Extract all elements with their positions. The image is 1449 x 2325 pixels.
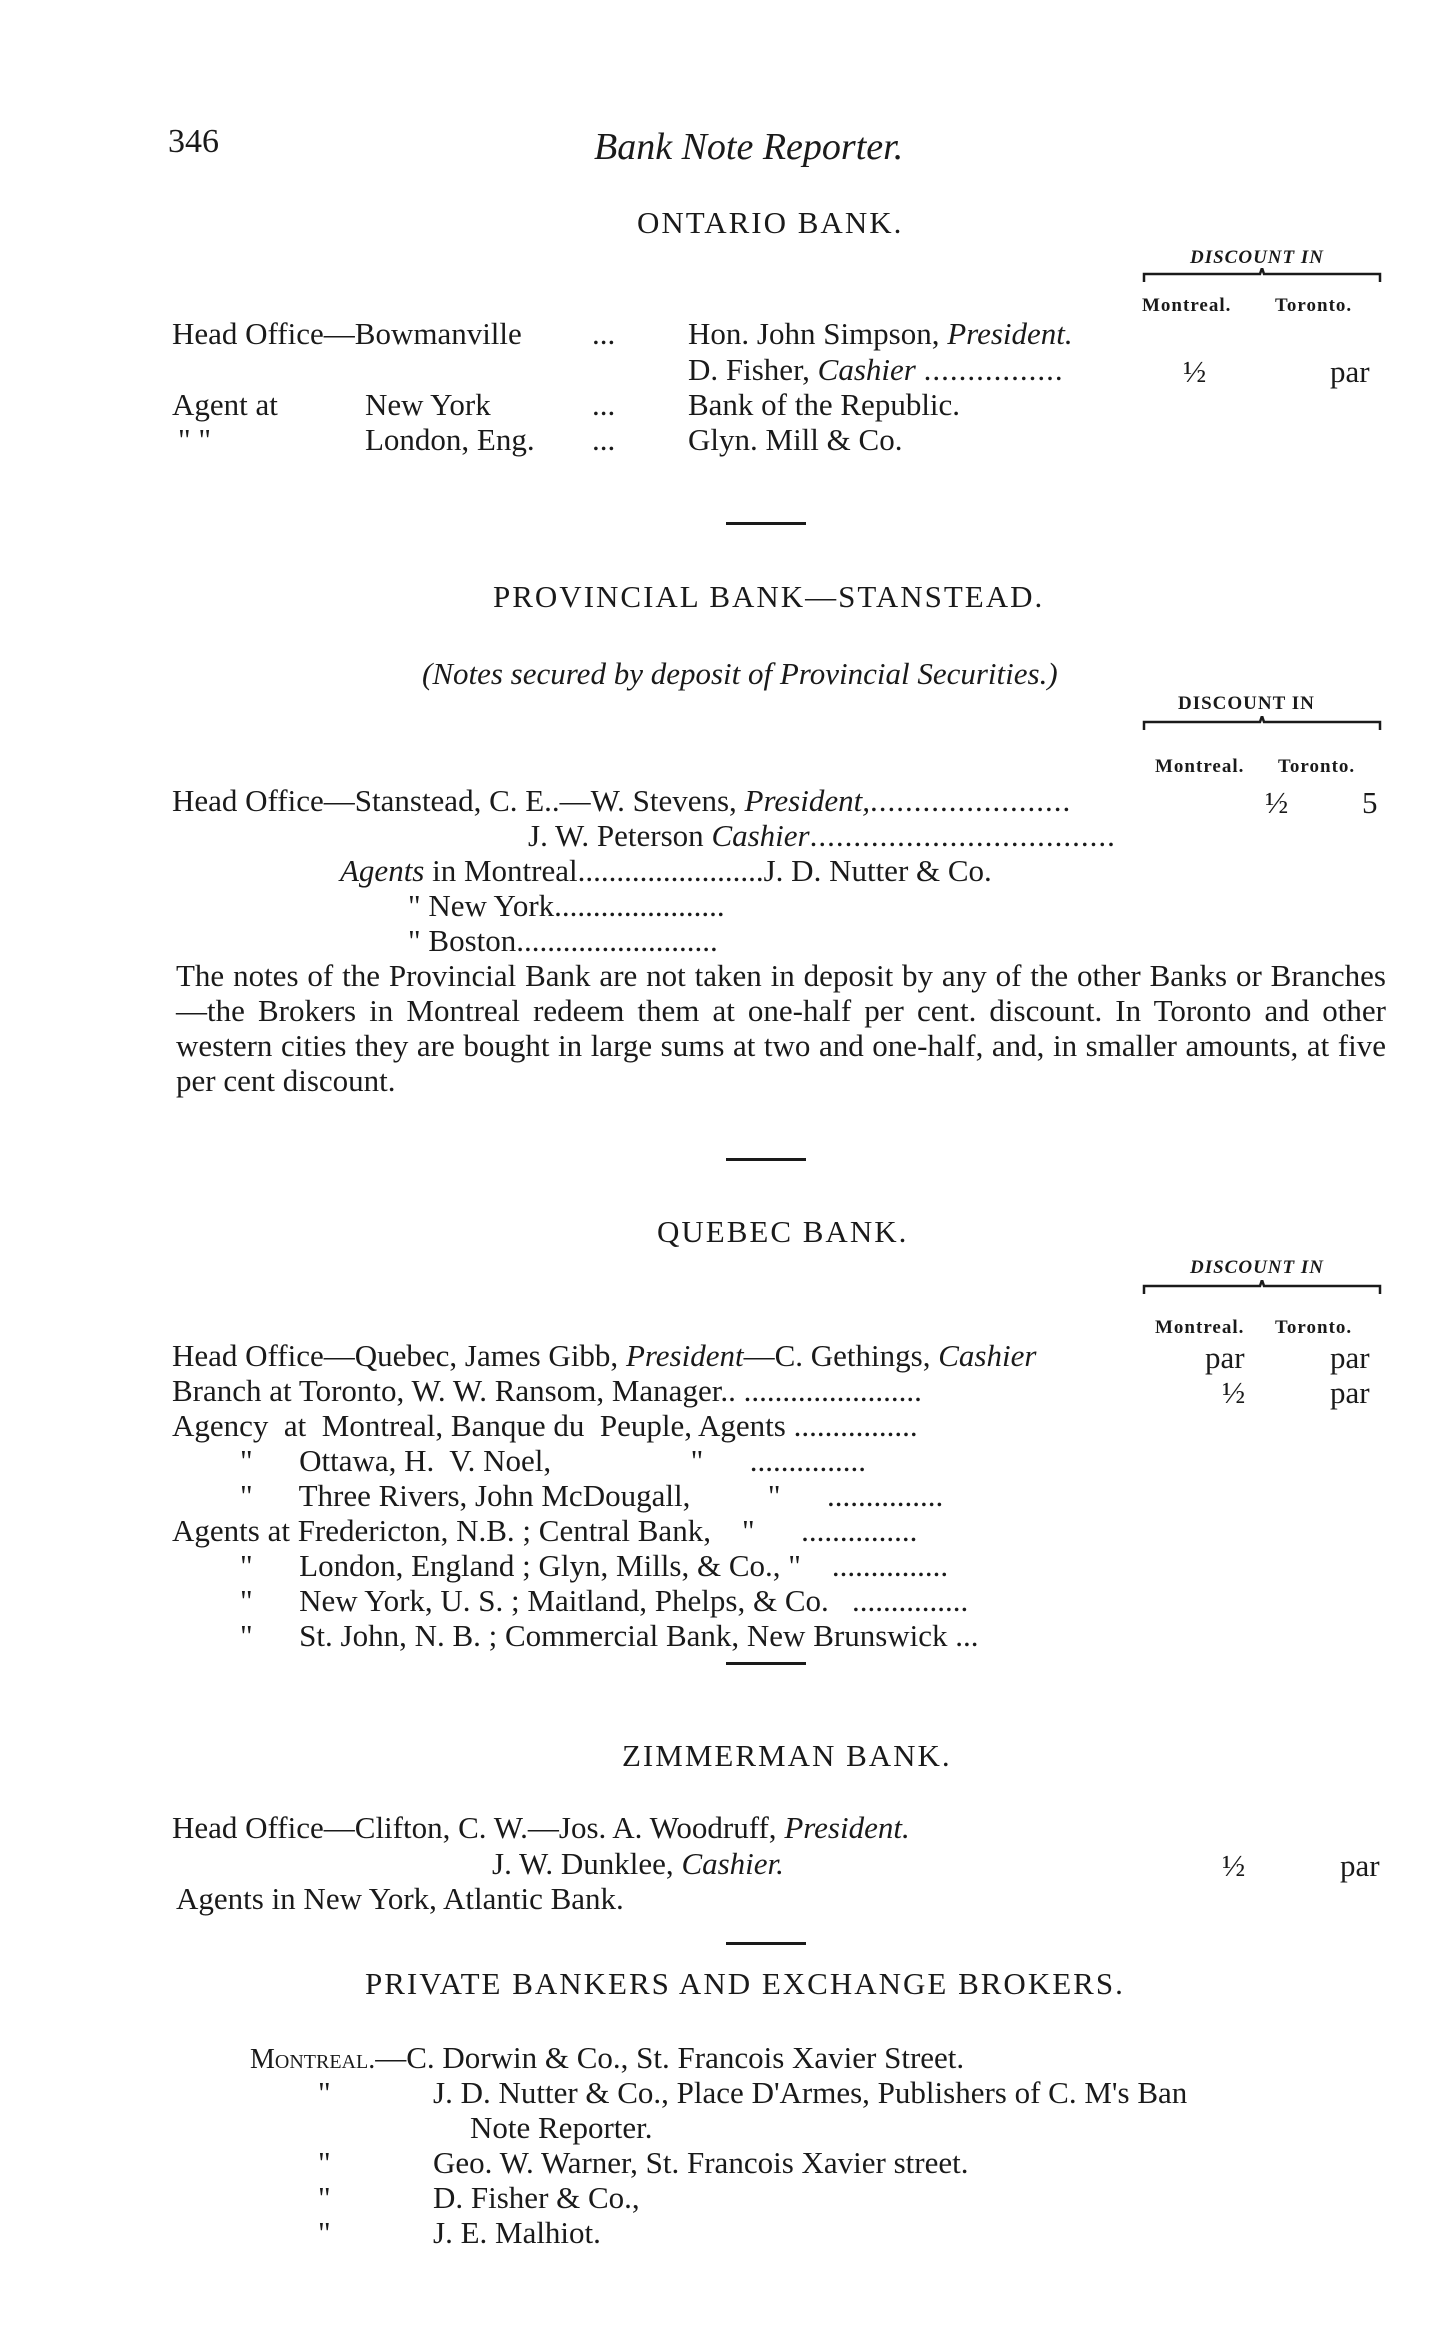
quebec-head-office: Head Office—Quebec, James Gibb, President—C. Gethings, Cashier bbox=[172, 1338, 1037, 1373]
quebec-toronto-rate-2: par bbox=[1330, 1375, 1370, 1410]
ontario-col-montreal: Montreal. bbox=[1142, 295, 1232, 316]
private-line-2: J. D. Nutter & Co., Place D'Armes, Publishers of C. M's Ban bbox=[433, 2075, 1188, 2110]
quebec-col-montreal: Montreal. bbox=[1155, 1317, 1245, 1338]
ontario-cashier: D. Fisher, Cashier ................ bbox=[688, 352, 1064, 387]
provincial-agents-ny: " New York...................... bbox=[408, 888, 725, 923]
zimmerman-title: ZIMMERMAN BANK. bbox=[622, 1738, 952, 1773]
ontario-agent-place: New York bbox=[365, 387, 491, 422]
ontario-head-office: Head Office—Bowmanville bbox=[172, 316, 522, 351]
quebec-agency-row: " St. John, N. B. ; Commercial Bank, New Brunswick ... bbox=[240, 1618, 979, 1653]
provincial-toronto-rate: 5 bbox=[1362, 785, 1378, 820]
ontario-sep: ... bbox=[592, 316, 616, 351]
provincial-head-office: Head Office—Stanstead, C. E..—W. Stevens, President,....................... bbox=[172, 783, 1072, 818]
private-line-6: J. E. Malhiot. bbox=[433, 2215, 601, 2250]
running-title: Bank Note Reporter. bbox=[594, 126, 904, 168]
ontario-agent-sep: ... bbox=[592, 387, 616, 422]
quebec-agency-row: " New York, U. S. ; Maitland, Phelps, & Co. ............... bbox=[240, 1583, 969, 1618]
provincial-note: (Notes secured by deposit of Provincial Securities.) bbox=[422, 656, 1058, 691]
ontario-col-toronto: Toronto. bbox=[1275, 295, 1353, 316]
ontario-agent2-place: London, Eng. bbox=[365, 422, 535, 457]
zimmerman-agents: Agents in New York, Atlantic Bank. bbox=[176, 1881, 624, 1916]
private-title: PRIVATE BANKERS AND EXCHANGE BROKERS. bbox=[365, 1966, 1125, 2001]
ditto-mark: " bbox=[318, 2180, 331, 2215]
section-divider bbox=[726, 1942, 806, 1945]
ditto-mark: " bbox=[318, 2215, 331, 2250]
ontario-discount-heading: DISCOUNT IN bbox=[1190, 247, 1324, 268]
ditto-mark: " bbox=[318, 2075, 331, 2110]
quebec-discount-brace bbox=[1142, 1280, 1382, 1298]
provincial-agents: Agents in Montreal........................J. D. Nutter & Co. bbox=[340, 853, 992, 888]
quebec-discount-heading: DISCOUNT IN bbox=[1190, 1257, 1324, 1278]
ditto-mark: " bbox=[318, 2145, 331, 2180]
ontario-agent2-sep: ... bbox=[592, 422, 616, 457]
page-number: 346 bbox=[168, 123, 219, 160]
provincial-montreal-rate: ½ bbox=[1265, 785, 1289, 820]
section-divider bbox=[726, 1158, 806, 1161]
private-line-1: Montreal.—C. Dorwin & Co., St. Francois Xavier Street. bbox=[250, 2040, 965, 2075]
private-line-4: Geo. W. Warner, St. Francois Xavier street. bbox=[433, 2145, 969, 2180]
section-divider bbox=[726, 522, 806, 525]
zimmerman-montreal-rate: ½ bbox=[1222, 1848, 1246, 1883]
quebec-agency-row: " Three Rivers, John McDougall, " ............... bbox=[240, 1478, 944, 1513]
zimmerman-cashier: J. W. Dunklee, Cashier. bbox=[492, 1846, 784, 1881]
ontario-toronto-rate: par bbox=[1330, 354, 1370, 389]
quebec-title: QUEBEC BANK. bbox=[657, 1214, 909, 1249]
quebec-agency-row: Agency at Montreal, Banque du Peuple, Agents ................ bbox=[172, 1408, 918, 1443]
provincial-paragraph: The notes of the Provincial Bank are not taken in deposit by any of the other Banks or Branches—the Brokers in Montreal redeem them at one-half per cent. discount. In Toronto and other western cities they are bought in large sums at two and one-half, and, in smaller amounts, at five per cent discount. bbox=[176, 958, 1386, 1098]
ontario-montreal-rate: ½ bbox=[1183, 354, 1207, 389]
provincial-col-montreal: Montreal. bbox=[1155, 756, 1245, 777]
ontario-agent2-label: " " bbox=[178, 422, 212, 457]
private-line-3: Note Reporter. bbox=[470, 2110, 653, 2145]
section-divider bbox=[726, 1662, 806, 1665]
ontario-agent-label: Agent at bbox=[172, 387, 278, 422]
zimmerman-head-office: Head Office—Clifton, C. W.—Jos. A. Woodruff, President. bbox=[172, 1810, 910, 1845]
ontario-title: ONTARIO BANK. bbox=[637, 205, 904, 240]
quebec-toronto-rate-1: par bbox=[1330, 1340, 1370, 1375]
provincial-title: PROVINCIAL BANK—STANSTEAD. bbox=[493, 579, 1045, 614]
quebec-col-toronto: Toronto. bbox=[1275, 1317, 1353, 1338]
zimmerman-toronto-rate: par bbox=[1340, 1848, 1380, 1883]
quebec-branch: Branch at Toronto, W. W. Ransom, Manager.. ....................... bbox=[172, 1373, 922, 1408]
provincial-cashier: J. W. Peterson Cashier................................... bbox=[528, 818, 1116, 853]
ontario-discount-brace bbox=[1142, 268, 1382, 286]
quebec-montreal-rate-1: par bbox=[1205, 1340, 1245, 1375]
provincial-discount-heading: DISCOUNT IN bbox=[1178, 693, 1315, 714]
provincial-discount-brace bbox=[1142, 716, 1382, 734]
quebec-agency-row: " Ottawa, H. V. Noel, " ............... bbox=[240, 1443, 867, 1478]
quebec-montreal-rate-2: ½ bbox=[1222, 1375, 1246, 1410]
quebec-agency-row: Agents at Fredericton, N.B. ; Central Bank, " ............... bbox=[172, 1513, 918, 1548]
quebec-agency-row: " London, England ; Glyn, Mills, & Co., " ............... bbox=[240, 1548, 949, 1583]
provincial-col-toronto: Toronto. bbox=[1278, 756, 1356, 777]
private-line-5: D. Fisher & Co., bbox=[433, 2180, 640, 2215]
ontario-agent2-name: Glyn. Mill & Co. bbox=[688, 422, 903, 457]
ontario-agent-name: Bank of the Republic. bbox=[688, 387, 961, 422]
ontario-president: Hon. John Simpson, President. bbox=[688, 316, 1073, 351]
provincial-agents-boston: " Boston.......................... bbox=[408, 923, 718, 958]
